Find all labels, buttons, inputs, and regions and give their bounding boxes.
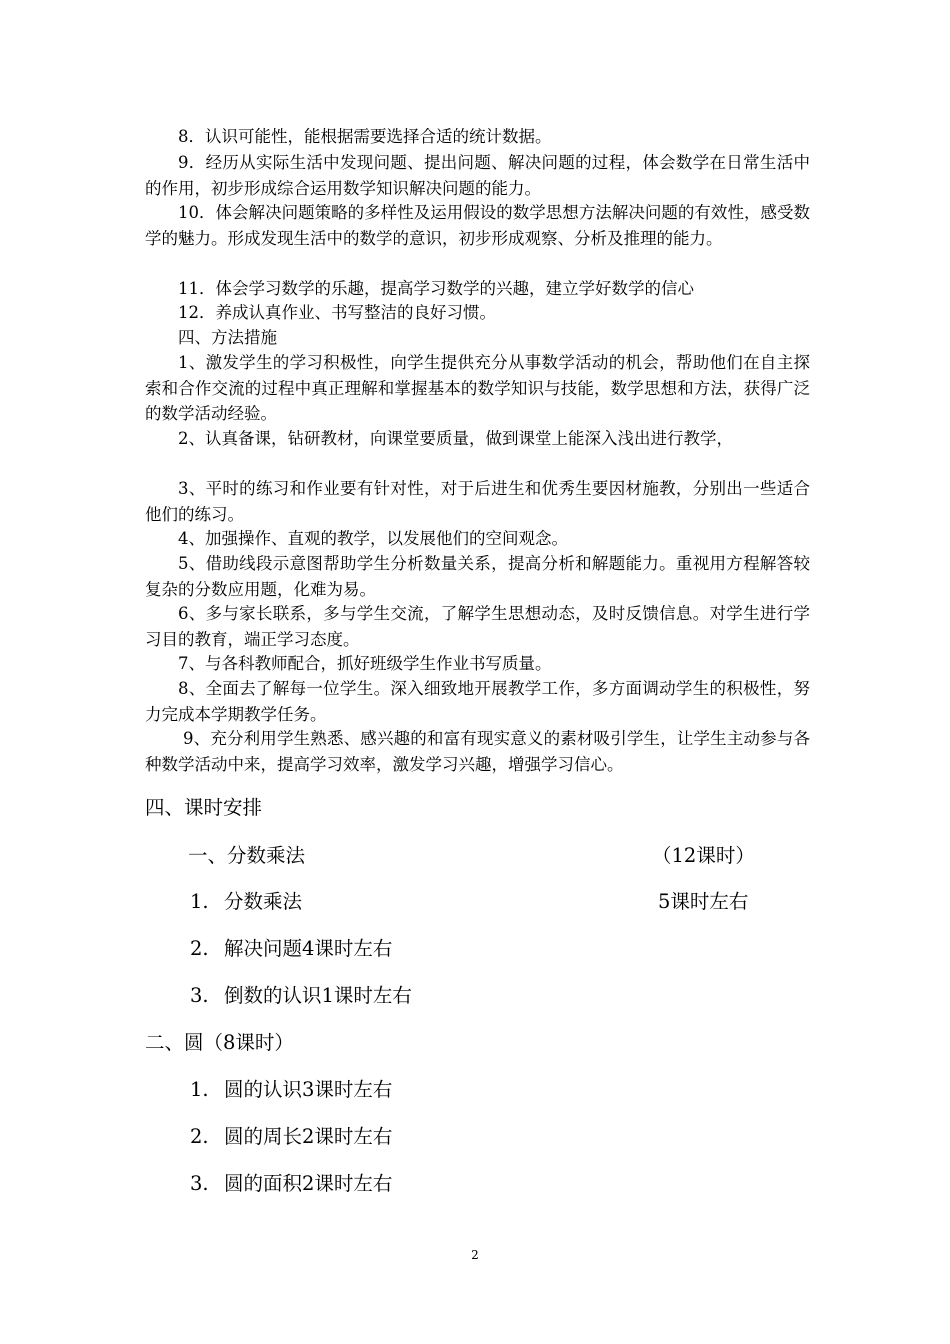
unit1-item-3 <box>190 982 412 1010</box>
unit1-item-3-num: 3. <box>190 984 209 1007</box>
method-item-9: 9、充分利用学生熟悉、感兴趣的和富有现实意义的素材吸引学生，让学生主动参与各种数学活动中来，提高学习效率，激发学习兴趣，增强学习信心。 <box>145 729 810 774</box>
unit1-item-1-hours: 5课时左右 <box>658 890 749 913</box>
goal-item-9: 9．经历从实际生活中发现问题、提出问题、解决问题的过程，体会数学在日常生活中的作用，初步形成综合运用数学知识解决问题的能力。 <box>145 153 810 198</box>
unit1-item-2-num: 2. <box>190 937 209 960</box>
unit2-item-1-num: 1. <box>190 1078 209 1101</box>
method-item-2: 2、认真备课，钻研教材，向课堂要质量，做到课堂上能深入浅出进行教学， <box>178 429 733 448</box>
unit1-title: 一、分数乘法 <box>188 844 306 867</box>
method-item-8: 8、全面去了解每一位学生。深入细致地开展教学工作，多方面调动学生的积极性，努力完成本学期教学任务。 <box>145 679 810 724</box>
goal-item-12: 12．养成认真作业、书写整洁的良好习惯。 <box>178 303 496 322</box>
method-item-7: 7、与各科教师配合，抓好班级学生作业书写质量。 <box>178 654 552 673</box>
unit1-item-1-text: 分数乘法 <box>224 890 303 913</box>
unit2-title: 二、圆（8课时） <box>145 1031 294 1054</box>
unit2-item-1 <box>190 1076 392 1104</box>
methods-heading: 四、方法措施 <box>178 328 277 347</box>
unit2-item-2 <box>190 1123 392 1151</box>
page-number: 2 <box>471 1248 479 1262</box>
method-item-5: 5、借助线段示意图帮助学生分析数量关系，提高分析和解题能力。重视用方程解答较复杂的分数应用题，化难为易。 <box>145 554 810 599</box>
unit2-item-2-num: 2. <box>190 1125 209 1148</box>
method-item-1: 1、激发学生的学习积极性，向学生提供充分从事数学活动的机会，帮助他们在自主探索和合作交流的过程中真正理解和掌握基本的数学知识与技能，数学思想和方法，获得广泛的数学活动经验。 <box>145 353 810 423</box>
unit1-item-1-num: 1. <box>190 890 209 913</box>
unit1-item-2 <box>190 935 392 963</box>
goal-item-11: 11．体会学习数学的乐趣，提高学习数学的兴趣，建立学好数学的信心 <box>178 279 694 298</box>
unit1-item-3-text: 倒数的认识1课时左右 <box>224 984 412 1007</box>
unit2-item-2-text: 圆的周长2课时左右 <box>224 1125 393 1148</box>
unit2-item-3-num: 3. <box>190 1172 209 1195</box>
unit1-item-2-text: 解决问题4课时左右 <box>224 937 393 960</box>
unit2-item-3-text: 圆的面积2课时左右 <box>224 1172 393 1195</box>
unit1-hours: （12课时） <box>652 844 755 867</box>
unit2-item-1-text: 圆的认识3课时左右 <box>224 1078 393 1101</box>
unit2-item-3 <box>190 1170 392 1198</box>
method-item-6: 6、多与家长联系，多与学生交流，了解学生思想动态，及时反馈信息。对学生进行学习目的教育，端正学习态度。 <box>145 604 810 649</box>
goal-item-8: 8．认识可能性，能根据需要选择合适的统计数据。 <box>178 127 552 146</box>
method-item-3: 3、平时的练习和作业要有针对性，对于后进生和优秀生要因材施教，分别出一些适合他们的练习。 <box>145 479 810 524</box>
unit1-item-1 <box>190 888 302 916</box>
method-item-4: 4、加强操作、直观的教学，以发展他们的空间观念。 <box>178 529 568 548</box>
schedule-heading: 四、课时安排 <box>145 796 263 819</box>
goal-item-10: 10．体会解决问题策略的多样性及运用假设的数学思想方法解决问题的有效性，感受数学的魅力。形成发现生活中的数学的意识，初步形成观察、分析及推理的能力。 <box>145 203 810 248</box>
